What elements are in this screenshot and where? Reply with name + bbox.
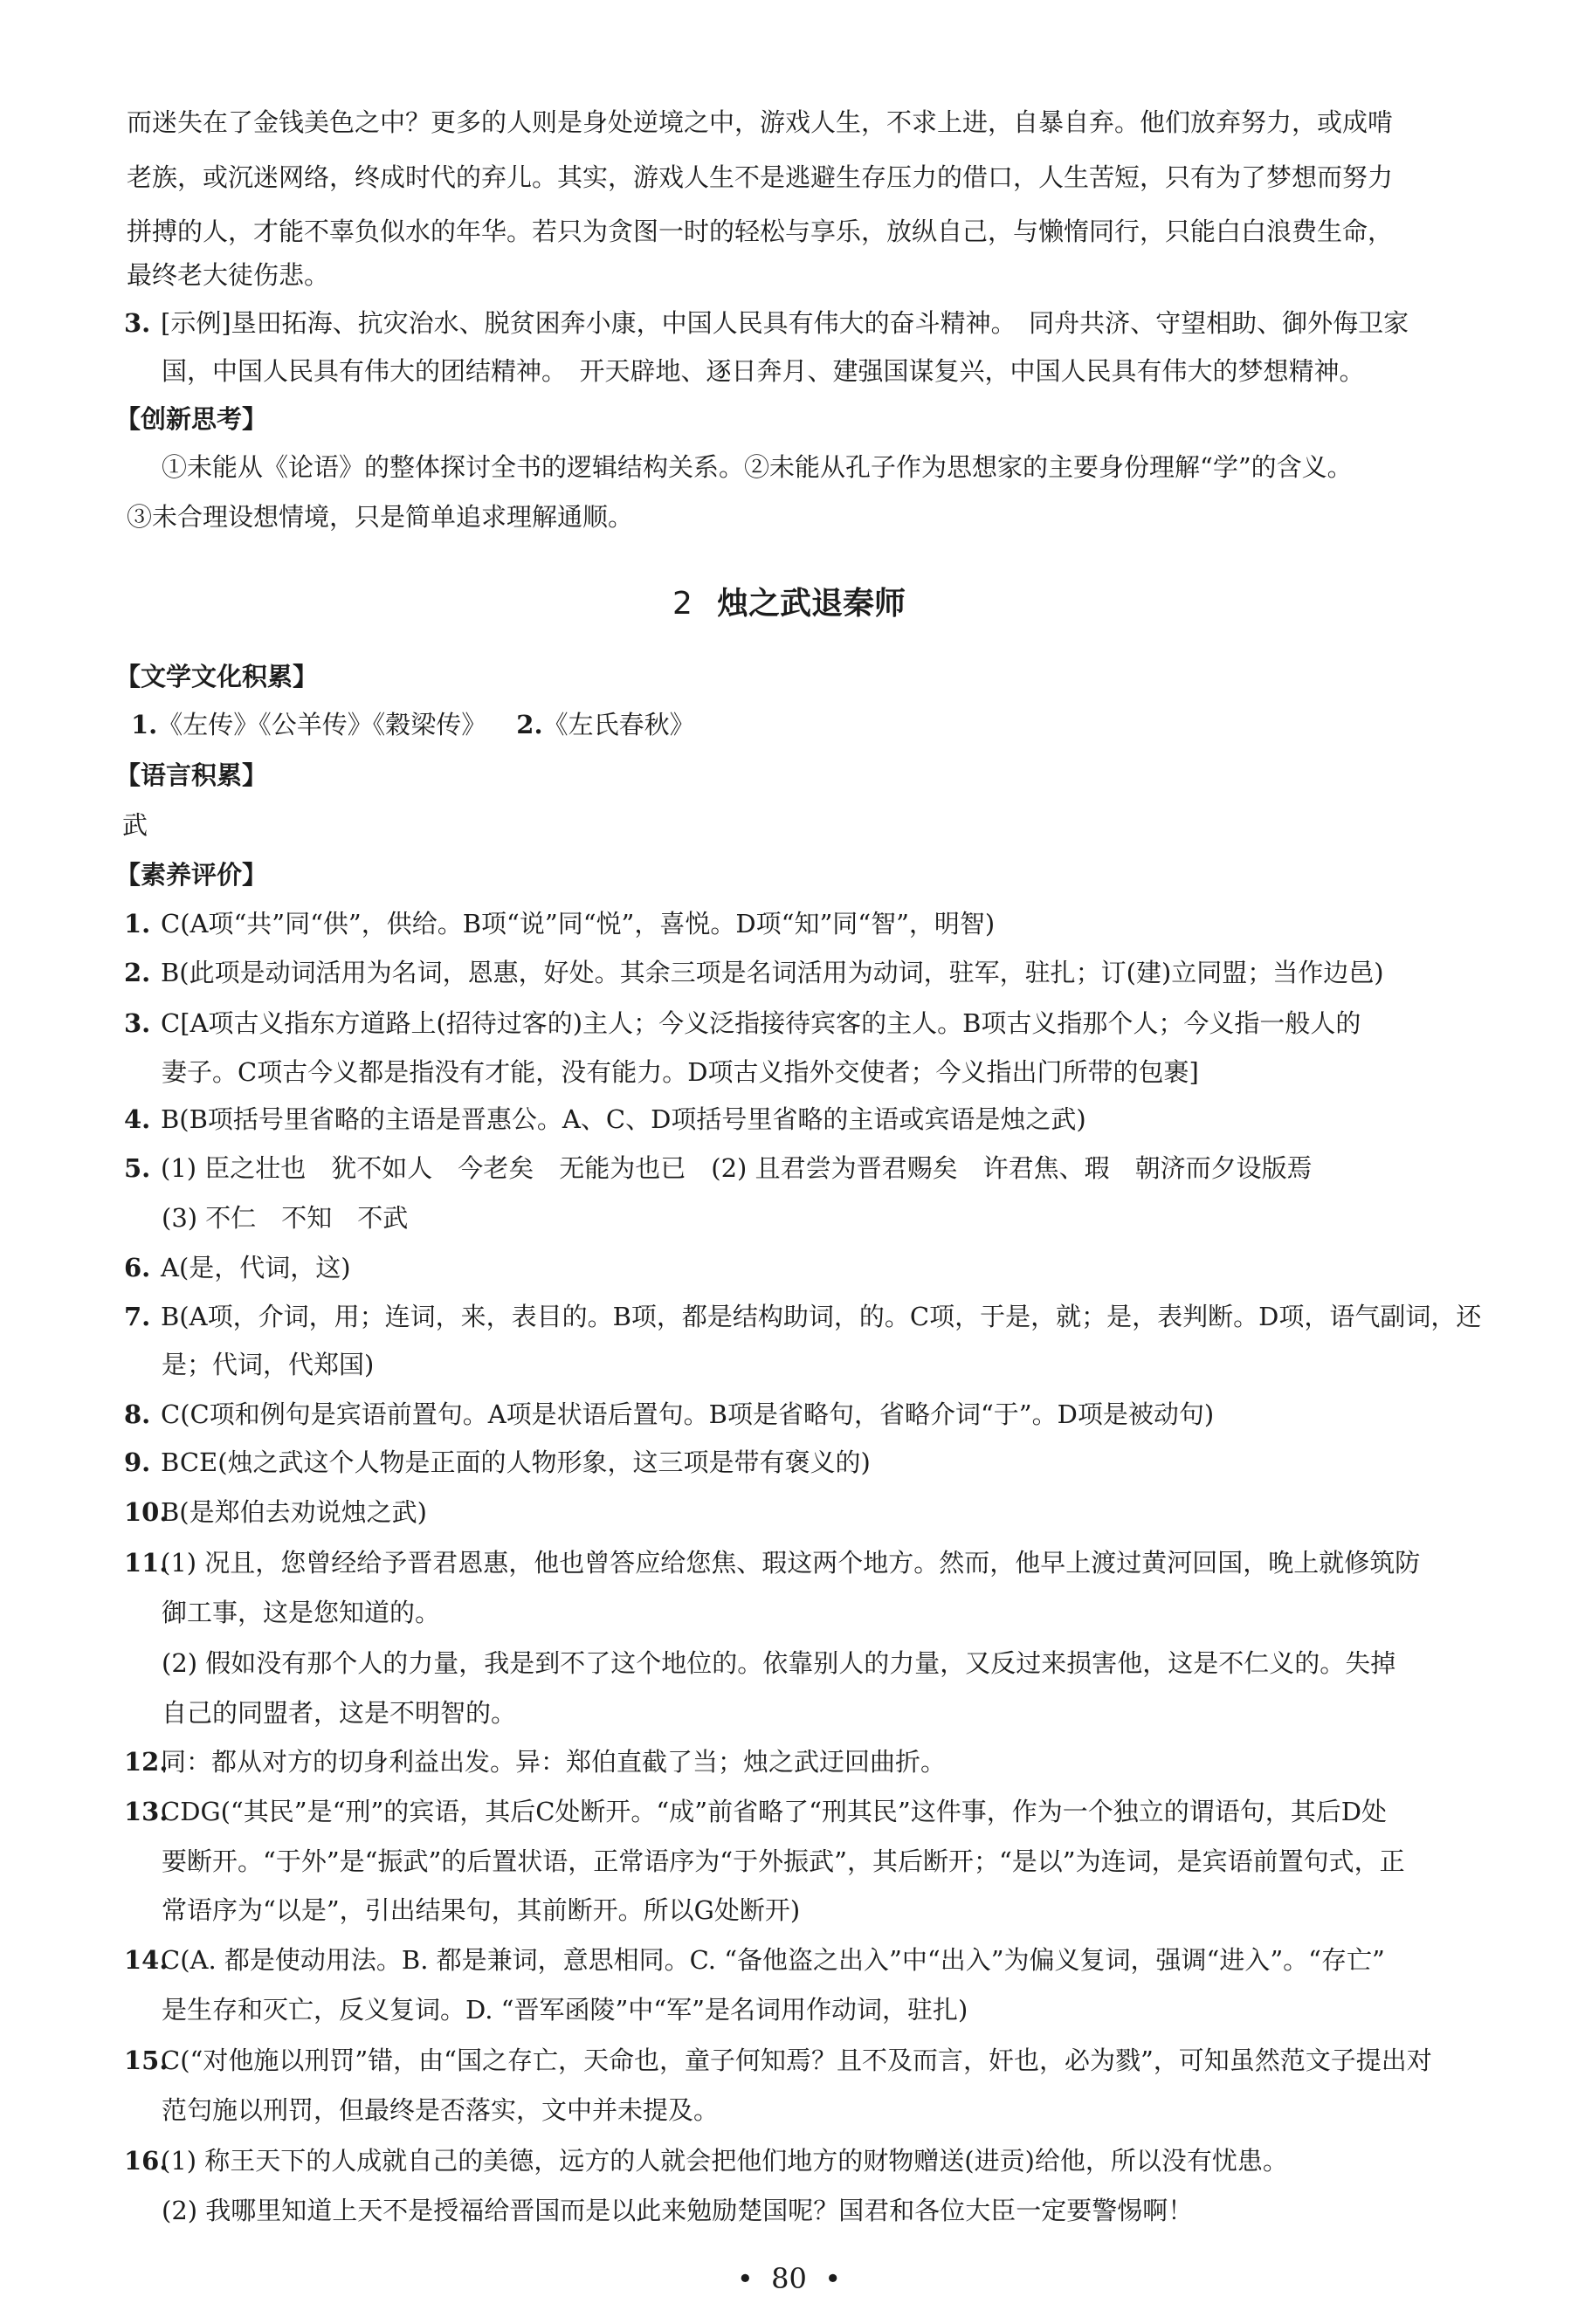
lesson-title-text: 烛之武退秦师 (716, 586, 906, 622)
text-line: 而迷失在了金钱美色之中？更多的人则是身处逆境之中，游戏人生，不求上进，自暴自弃。他们放弃努力，或成啃 (127, 107, 1394, 137)
item-number: 7. (124, 1302, 151, 1331)
item-text: B(A项，介词，用；连词，来，表目的。B项，都是结构助词，的。C项，于是，就；是，表判断。D项，语气副词，还 (161, 1302, 1482, 1331)
item-number: 9. (124, 1447, 151, 1477)
answer-item (124, 906, 995, 941)
item-number: 1. (131, 710, 158, 739)
answer-item (124, 1794, 1387, 1829)
item-text: B(是郑伯去劝说烛之武) (161, 1497, 427, 1527)
item-text: C[A项古义指东方道路上(招待过客的)主人；今义泛指接待宾客的主人。B项古义指那个人；今义指一般人的 (161, 1008, 1361, 1038)
item-number: 1. (124, 909, 151, 939)
item-text: [示例]垦田拓海、抗灾治水、脱贫困奔小康，中国人民具有伟大的奋斗精神。 同舟共济、守望相助、御外侮卫家 (161, 308, 1409, 338)
item-number: 2. (124, 958, 151, 987)
section-heading-language: 【语言积累】 (115, 760, 268, 790)
page-number: • 80 • (736, 2262, 842, 2295)
item-text: 御工事，这是您知道的。 (162, 1598, 441, 1627)
lesson-title (0, 583, 1578, 625)
item-text: 《左传》《公羊传》《穀梁传》 (157, 710, 487, 739)
answer-item (124, 1397, 1214, 1432)
item-number: 3. (124, 1008, 151, 1038)
item-number: 15. (124, 2046, 169, 2075)
answer-item (124, 955, 1384, 990)
item-text: 国，中国人民具有伟大的团结精神。 开天辟地、逐日奔月、建强国谋复兴，中国人民具有伟大的梦想精神。 (162, 356, 1365, 386)
answer-item (124, 1151, 1313, 1186)
lesson-number: 2 (672, 586, 693, 622)
answer-item (124, 1495, 427, 1530)
item-text: 妻子。C项古今义都是指没有才能，没有能力。D项古义指外交使者；今义指出门所带的包裹] (162, 1057, 1199, 1087)
item-text: (1) 称王天下的人成就自己的美德，远方的人就会把他们地方的财物赠送(进贡)给他，所以没有忧患。 (161, 2146, 1288, 2176)
item-text: BCE(烛之武这个人物是正面的人物形象，这三项是带有褒义的) (161, 1447, 871, 1477)
item-number: 4. (124, 1104, 151, 1134)
answer-item (124, 1299, 1481, 1334)
item-text: 常语序为“以是”，引出结果句，其前断开。所以G处断开) (162, 1895, 801, 1925)
item-number: 2. (516, 710, 543, 739)
answer-item (124, 1006, 1361, 1041)
item-number: 5. (124, 1153, 151, 1183)
answer-item (124, 2043, 1432, 2078)
item-number: 16. (124, 2146, 169, 2176)
section-heading-literature: 【文学文化积累】 (115, 662, 319, 691)
item-text: 是；代词，代郑国) (162, 1350, 375, 1379)
item-text: 是生存和灭亡，反义复词。D. “晋军函陵”中“军”是名词用作动词，驻扎) (162, 1995, 968, 2025)
item-text: (1) 臣之壮也 犹不如人 今老矣 无能为也已 (2) 且君尝为晋君赐矣 许君焦、瑕 朝济而夕设版焉 (161, 1153, 1313, 1183)
item-text: C(A项“共”同“供”，供给。B项“说”同“悦”，喜悦。D项“知”同“智”，明智) (161, 909, 996, 939)
item-text: C(“对他施以刑罚”错，由“国之存亡，天命也，童子何知焉？且不及而言，奸也，必为戮”，可知虽然范文子提出对 (161, 2046, 1432, 2075)
item-text: (2) 我哪里知道上天不是授福给晋国而是以此来勉励楚国呢？国君和各位大臣一定要警惕啊！ (162, 2196, 1194, 2225)
item-text: 自己的同盟者，这是不明智的。 (162, 1698, 517, 1728)
answer-item (124, 1250, 351, 1285)
item-text: 同：都从对方的切身利益出发。异：郑伯直截了当；烛之武迂回曲折。 (161, 1747, 947, 1777)
item-text: C(C项和例句是宾语前置句。A项是状语后置句。B项是省略句，省略介词“于”。D项是被动句) (161, 1399, 1215, 1429)
text-line: ③未合理设想情境，只是简单追求理解通顺。 (127, 502, 634, 532)
item-number: 8. (124, 1399, 151, 1429)
answer-item (124, 1942, 1385, 1977)
item-text: (1) 况且，您曾经给予晋君恩惠，他也曾答应给您焦、瑕这两个地方。然而，他早上渡过黄河回国，晚上就修筑防 (161, 1548, 1421, 1578)
item-number: 11. (124, 1548, 169, 1578)
answer-item (124, 1545, 1420, 1580)
page-number-value: 80 (771, 2262, 807, 2295)
language-answer: 武 (122, 810, 148, 840)
item-text: (2) 假如没有那个人的力量，我是到不了这个地位的。依靠别人的力量，又反过来损害他，这是不仁义的。失掉 (162, 1648, 1396, 1678)
item-text: B(此项是动词活用为名词，恩惠，好处。其余三项是名词活用为动词，驻军，驻扎；订(建)立同盟；当作边邑) (161, 958, 1384, 987)
item-text: C(A. 都是使动用法。B. 都是兼词，意思相同。C. “备他盗之出入”中“出入”为偏义复词，强调“进入”。“存亡” (161, 1945, 1385, 1975)
item-text: A(是，代词，这) (161, 1253, 351, 1282)
item-text: CDG(“其民”是“刑”的宾语，其后C处断开。“成”前省略了“刑其民”这件事，作为一个独立的谓语句，其后D处 (161, 1797, 1387, 1826)
item-number: 3. (124, 308, 151, 338)
text-line: 老族，或沉迷网络，终成时代的弃儿。其实，游戏人生不是逃避生存压力的借口，人生苦短，只有为了梦想而努力 (127, 162, 1394, 192)
answer-item (124, 1102, 1086, 1137)
item-text: 《左氏春秋》 (542, 710, 695, 739)
answer-item-3 (124, 306, 1409, 340)
item-number: 12. (124, 1747, 169, 1777)
item-number: 6. (124, 1253, 151, 1282)
text-line: 最终老大徒伤悲。 (127, 260, 330, 290)
answer-item (124, 2143, 1288, 2178)
answer-item (124, 1744, 946, 1779)
item-number: 14. (124, 1945, 169, 1975)
item-text: 范匄施以刑罚，但最终是否落实，文中并未提及。 (162, 2095, 720, 2125)
section-heading-innovation: 【创新思考】 (115, 404, 268, 434)
item-text: B(B项括号里省略的主语是晋惠公。A、C、D项括号里省略的主语或宾语是烛之武) (161, 1104, 1086, 1134)
section-heading-evaluation: 【素养评价】 (115, 860, 268, 890)
answer-item (124, 1445, 871, 1480)
item-number: 10. (124, 1497, 169, 1527)
text-line: 拼搏的人，才能不辜负似水的年华。若只为贪图一时的轻松与享乐，放纵自己，与懒惰同行，只能白白浪费生命， (127, 217, 1394, 246)
literature-answers (131, 707, 695, 742)
text-line: ①未能从《论语》的整体探讨全书的逻辑结构关系。②未能从孔子作为思想家的主要身份理解“学”的含义。 (162, 452, 1353, 482)
item-text: 要断开。“于外”是“振武”的后置状语，正常语序为“于外振武”，其后断开；“是以”为连词，是宾语前置句式，正 (162, 1846, 1405, 1876)
item-text: (3) 不仁 不知 不武 (162, 1203, 409, 1233)
item-number: 13. (124, 1797, 169, 1826)
